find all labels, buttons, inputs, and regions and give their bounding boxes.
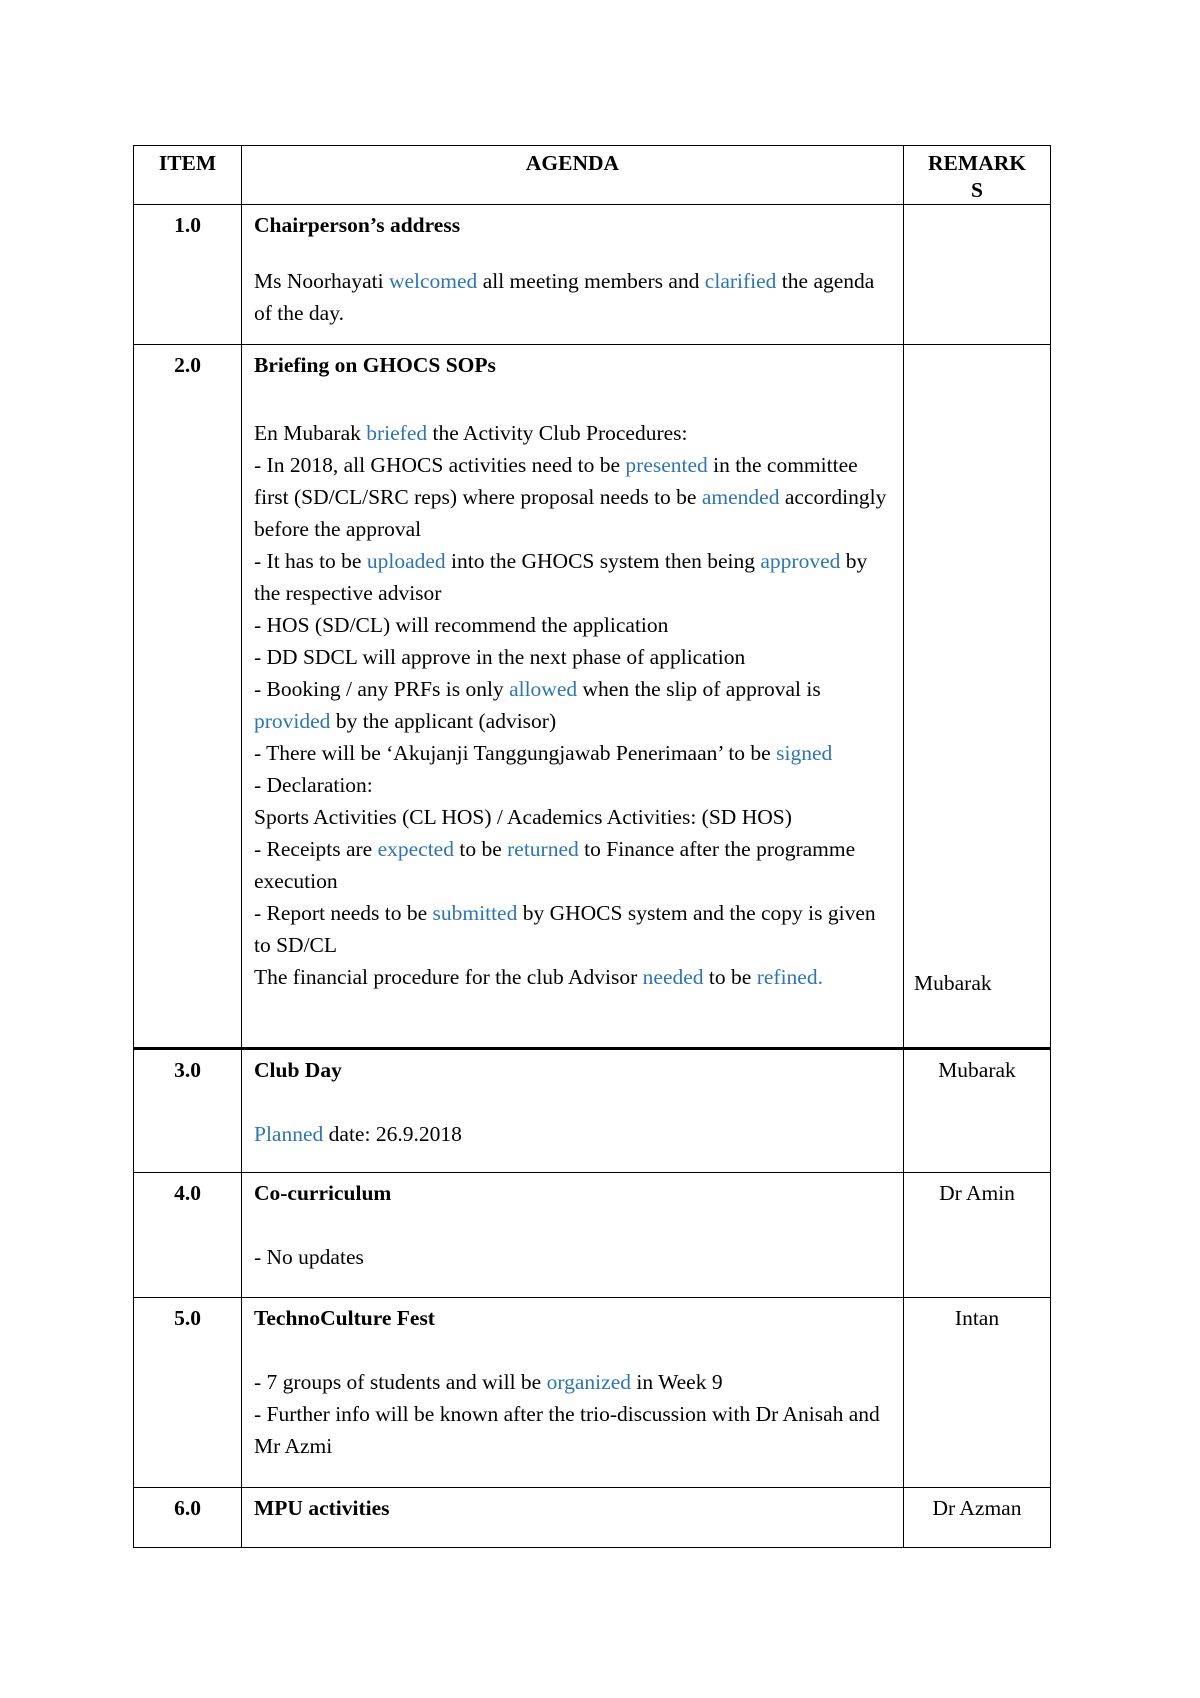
agenda-text: - DD SDCL will approve in the next phase of application [254, 645, 746, 669]
agenda-text: Sports Activities (CL HOS) / Academics Activities: (SD HOS) [254, 805, 792, 829]
agenda-cell [242, 1488, 904, 1548]
remark-cell: Dr Amin [904, 1173, 1051, 1298]
header-remarks-line1: REMARK [928, 151, 1026, 175]
item-number: 6.0 [134, 1488, 242, 1548]
agenda-text: Ms Noorhayati welcomed all meeting members and clarified the agenda of the day. [254, 269, 875, 325]
agenda-text: En Mubarak briefed the Activity Club Procedures: [254, 421, 688, 445]
agenda-cell [242, 1298, 904, 1488]
item-number: 3.0 [134, 1049, 242, 1173]
agenda-text: - Booking / any PRFs is only allowed when the slip of approval is provided by the applicant (advisor) [254, 677, 821, 733]
agenda-table [133, 145, 1051, 1548]
agenda-title: Chairperson’s address [254, 213, 461, 237]
agenda-text: - It has to be uploaded into the GHOCS system then being approved by the respective advisor [254, 549, 868, 605]
agenda-text: - 7 groups of students and will be organized in Week 9 [254, 1370, 723, 1394]
agenda-cell [242, 1173, 904, 1298]
agenda-text: - There will be ‘Akujanji Tanggungjawab Penerimaan’ to be signed [254, 741, 833, 765]
agenda-cell [242, 345, 904, 1049]
remark-cell [904, 205, 1051, 345]
agenda-text: - Receipts are expected to be returned to Finance after the programme execution [254, 837, 856, 893]
table-row [134, 205, 1051, 345]
agenda-title: MPU activities [254, 1496, 390, 1520]
remark-cell: Intan [904, 1298, 1051, 1488]
table-row [134, 1488, 1051, 1548]
agenda-text: - HOS (SD/CL) will recommend the application [254, 613, 669, 637]
agenda-title: TechnoCulture Fest [254, 1306, 435, 1330]
table-row [134, 1173, 1051, 1298]
remark-cell: Mubarak [904, 1049, 1051, 1173]
header-agenda: AGENDA [242, 146, 904, 205]
item-number: 2.0 [134, 345, 242, 1049]
header-item: ITEM [134, 146, 242, 205]
agenda-text: - In 2018, all GHOCS activities need to be presented in the committee first (SD/CL/SRC reps) where proposal needs to be amended accordingly before the approval [254, 453, 887, 541]
remark-cell: Mubarak [904, 345, 1051, 1049]
agenda-text: The financial procedure for the club Advisor needed to be refined. [254, 965, 823, 989]
agenda-text: - No updates [254, 1245, 364, 1269]
agenda-cell [242, 1049, 904, 1173]
header-remarks-line2: S [971, 178, 983, 202]
agenda-title: Briefing on GHOCS SOPs [254, 353, 496, 377]
item-number: 5.0 [134, 1298, 242, 1488]
item-number: 1.0 [134, 205, 242, 345]
agenda-text: - Declaration: [254, 773, 373, 797]
agenda-title: Club Day [254, 1058, 342, 1082]
agenda-title: Co-curriculum [254, 1181, 392, 1205]
remark-cell: Dr Azman [904, 1488, 1051, 1548]
agenda-text: Planned date: 26.9.2018 [254, 1122, 462, 1146]
table-row [134, 345, 1051, 1049]
header-remarks [904, 146, 1051, 205]
table-row [134, 1298, 1051, 1488]
header-row [134, 146, 1051, 205]
agenda-text: - Further info will be known after the trio-discussion with Dr Anisah and Mr Azmi [254, 1402, 880, 1458]
item-number: 4.0 [134, 1173, 242, 1298]
agenda-cell [242, 205, 904, 345]
table-row [134, 1049, 1051, 1173]
agenda-text: - Report needs to be submitted by GHOCS system and the copy is given to SD/CL [254, 901, 876, 957]
